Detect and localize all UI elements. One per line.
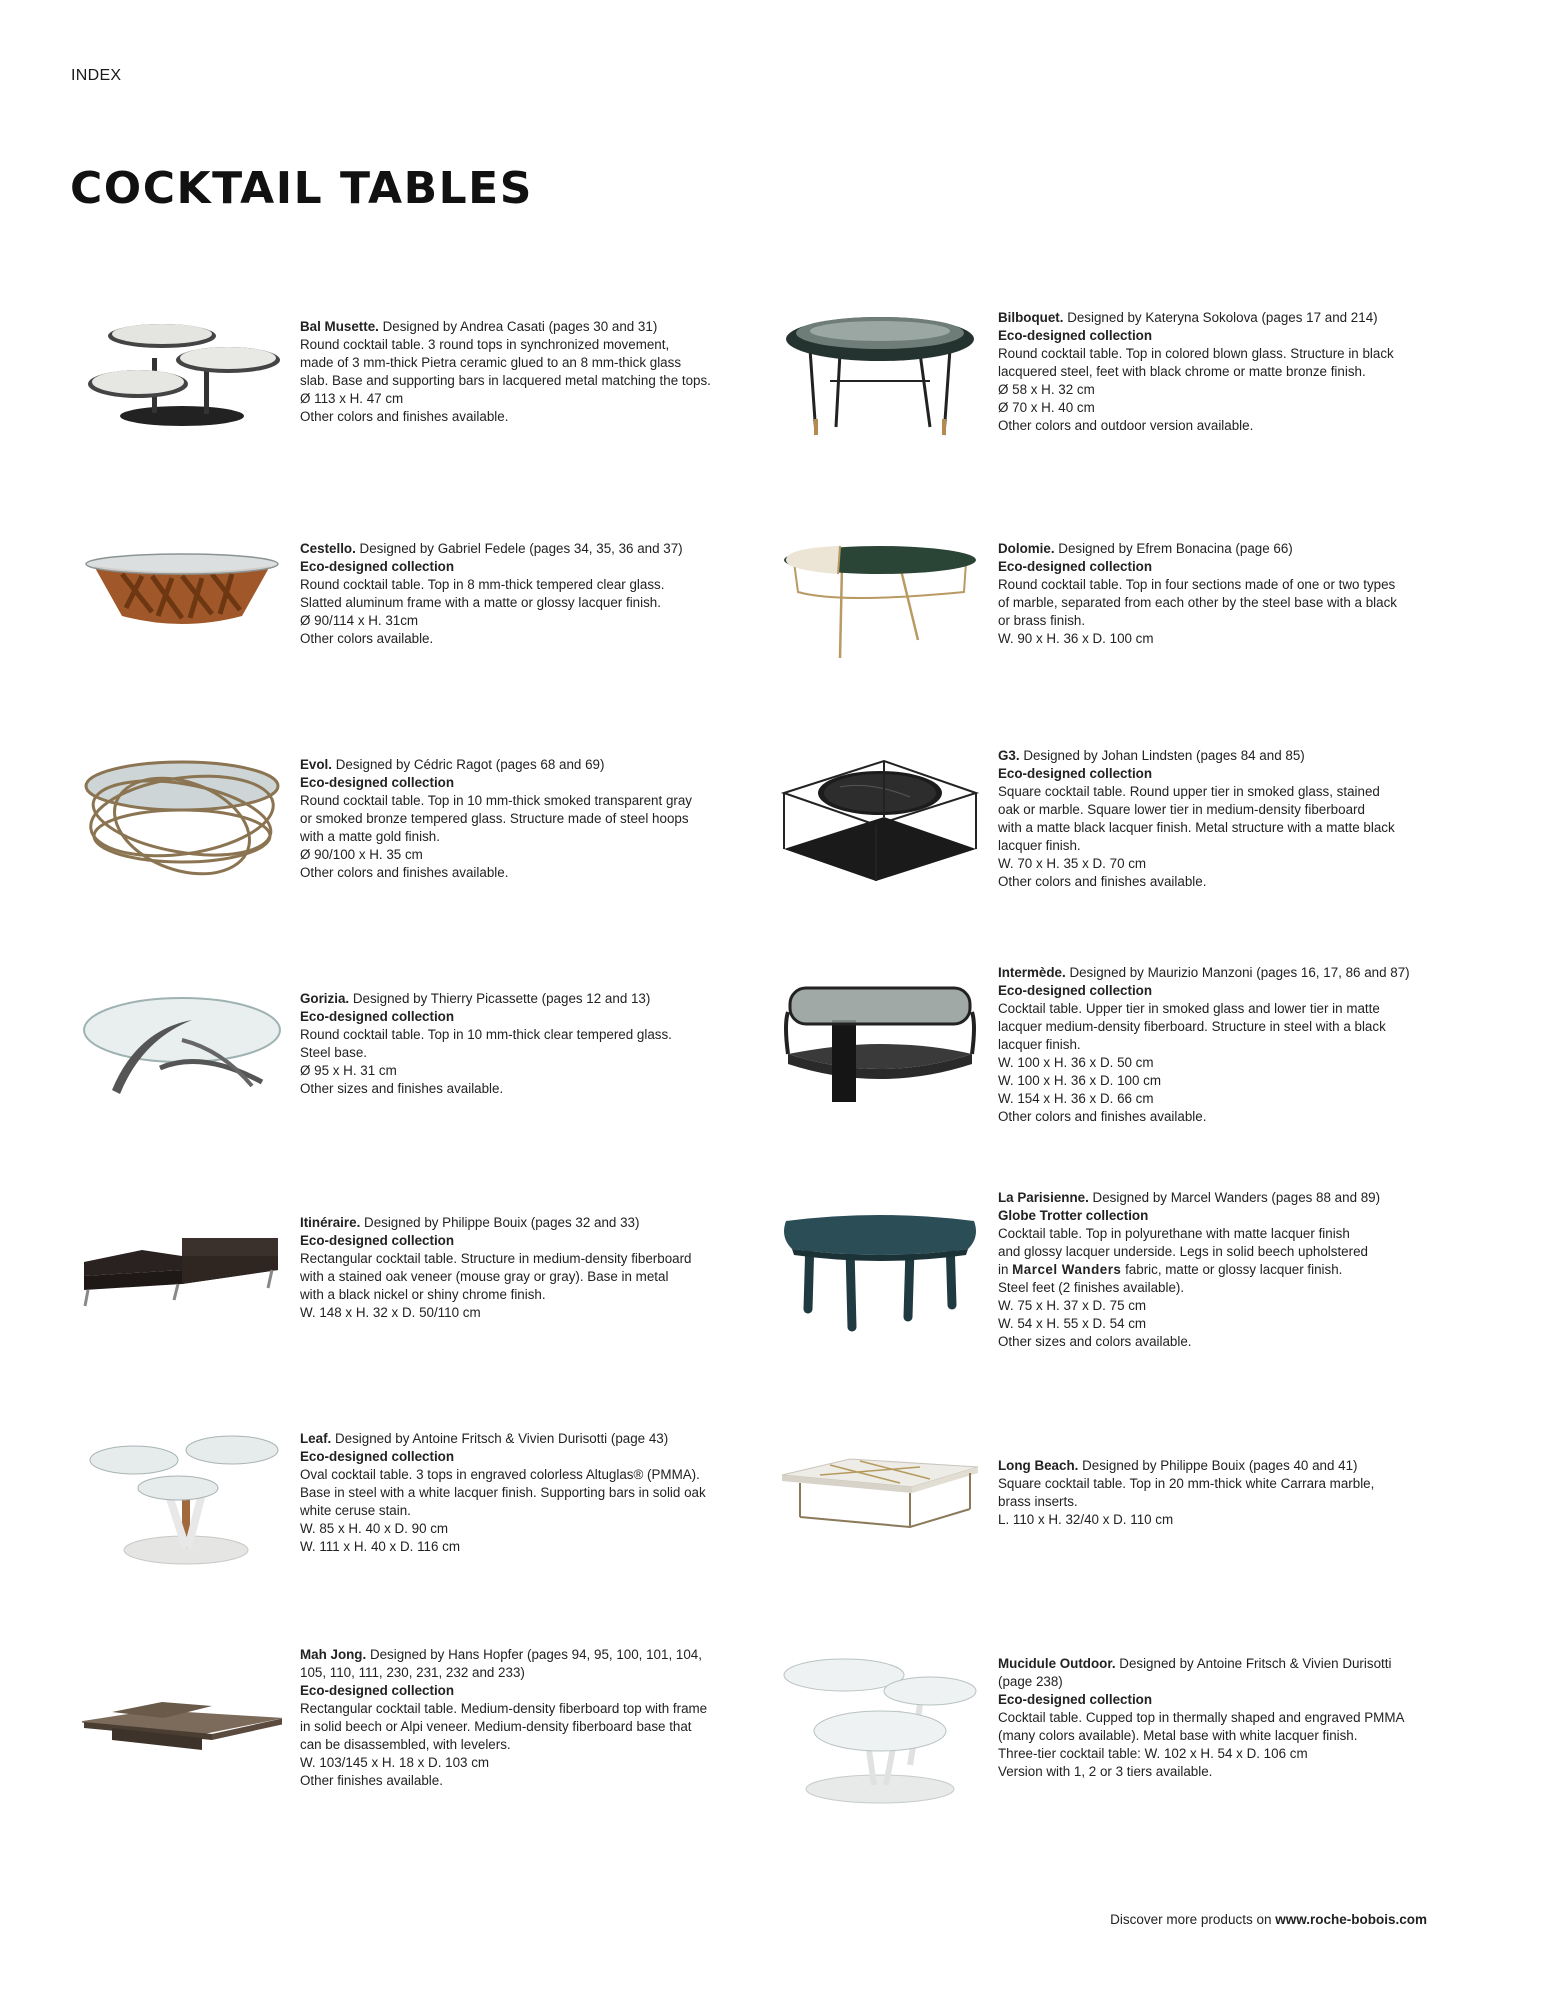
product-text	[998, 309, 1418, 435]
product-line: Ø 95 x H. 31 cm	[300, 1063, 397, 1078]
product-line: W. 85 x H. 40 x D. 90 cm	[300, 1521, 449, 1536]
product-designer: Designed by Johan Lindsten (pages 84 and 85)	[1019, 748, 1305, 763]
product-line: (many colors available). Metal base with white lacquer finish.	[998, 1728, 1358, 1743]
product-collection: Eco-designed collection	[998, 766, 1153, 781]
product-line: Steel feet (2 finishes available).	[998, 1280, 1185, 1295]
product-name: La Parisienne.	[998, 1190, 1089, 1205]
product-name: Dolomie.	[998, 541, 1055, 556]
product-line: Round cocktail table. Top in 8 mm-thick tempered clear glass.	[300, 577, 665, 592]
product-name: Bilboquet.	[998, 310, 1064, 325]
product-line: lacquer medium-density fiberboard. Structure in steel with a black	[998, 1019, 1386, 1034]
product-name: Bal Musette.	[300, 319, 379, 334]
product-text	[300, 318, 720, 426]
rectangular-table-icon	[82, 1226, 282, 1366]
product-designer: Designed by Hans Hopfer (pages 94, 95, 100, 101, 104,	[366, 1647, 702, 1662]
product-line: Square cocktail table. Round upper tier in smoked glass, stained	[998, 784, 1380, 799]
product-line: Oval cocktail table. 3 tops in engraved colorless Altuglas® (PMMA).	[300, 1467, 700, 1482]
product-designer: Designed by Andrea Casati (pages 30 and 31)	[378, 319, 658, 334]
product-collection: Globe Trotter collection	[998, 1208, 1149, 1223]
product-line: white ceruse stain.	[300, 1503, 411, 1518]
product-text	[300, 1214, 720, 1322]
product-text	[998, 1457, 1418, 1529]
product-line: with a stained oak veneer (mouse gray or gray). Base in metal	[300, 1269, 669, 1284]
product-designer: Designed by Philippe Bouix (pages 32 and 33)	[360, 1215, 640, 1230]
product-collection: Eco-designed collection	[300, 775, 455, 790]
product-collection: Eco-designed collection	[998, 559, 1153, 574]
cube-table-icon	[780, 751, 980, 891]
product-text	[300, 1430, 720, 1556]
product-line: Round cocktail table. Top in 10 mm-thick smoked transparent gray	[300, 793, 692, 808]
product-text	[300, 990, 720, 1098]
product-collection: Eco-designed collection	[300, 1009, 455, 1024]
product-designer: Designed by Kateryna Sokolova (pages 17 and 214)	[1063, 310, 1378, 325]
product-line: Base in steel with a white lacquer finish. Supporting bars in solid oak	[300, 1485, 706, 1500]
product-line: W. 100 x H. 36 x D. 50 cm	[998, 1055, 1154, 1070]
bowl-table-icon	[82, 548, 282, 688]
product-line: lacquered steel, feet with black chrome or matte bronze finish.	[998, 364, 1366, 379]
product-text	[300, 1646, 720, 1790]
product-line: with a matte gold finish.	[300, 829, 440, 844]
product-line: and glossy lacquer underside. Legs in solid beech upholstered	[998, 1244, 1368, 1259]
product-line: oak or marble. Square lower tier in medium-density fiberboard	[998, 802, 1365, 817]
product-line: W. 90 x H. 36 x D. 100 cm	[998, 631, 1154, 646]
product-name: Itinéraire.	[300, 1215, 361, 1230]
product-line: Other colors available.	[300, 631, 434, 646]
product-designer: Designed by Philippe Bouix (pages 40 and 41)	[1078, 1458, 1358, 1473]
product-designer: Designed by Cédric Ragot (pages 68 and 69)	[332, 757, 605, 772]
product-line: Round cocktail table. 3 round tops in synchronized movement,	[300, 337, 670, 352]
product-line: Other colors and finishes available.	[300, 865, 509, 880]
product-line: or brass finish.	[998, 613, 1086, 628]
product-designer: Designed by Maurizio Manzoni (pages 16, 17, 86 and 87)	[1065, 965, 1410, 980]
product-line: Other finishes available.	[300, 1773, 443, 1788]
product-line: Rectangular cocktail table. Structure in medium-density fiberboard	[300, 1251, 692, 1266]
product-collection: Eco-designed collection	[300, 1683, 455, 1698]
product-text	[998, 540, 1418, 648]
leaf-table-icon	[82, 1430, 282, 1570]
product-line: with a black nickel or shiny chrome finish.	[300, 1287, 546, 1302]
product-line: Slatted aluminum frame with a matte or glossy lacquer finish.	[300, 595, 661, 610]
product-line: W. 100 x H. 36 x D. 100 cm	[998, 1073, 1161, 1088]
product-text	[998, 964, 1418, 1126]
product-line: in Marcel Wanders fabric, matte or glossy lacquer finish.	[998, 1262, 1343, 1277]
product-text	[998, 1655, 1418, 1781]
product-line: brass inserts.	[998, 1494, 1078, 1509]
product-line: Cocktail table. Upper tier in smoked glass and lower tier in matte	[998, 1001, 1380, 1016]
product-designer-cont: 105, 110, 111, 230, 231, 232 and 233)	[300, 1665, 525, 1680]
product-line: with a matte black lacquer finish. Metal structure with a matte black	[998, 820, 1395, 835]
product-collection: Eco-designed collection	[998, 328, 1153, 343]
product-line: Square cocktail table. Top in 20 mm-thick white Carrara marble,	[998, 1476, 1375, 1491]
product-designer-cont: (page 238)	[998, 1674, 1063, 1689]
marble-square-table-icon	[780, 1457, 980, 1597]
product-name: Long Beach.	[998, 1458, 1079, 1473]
product-line: Ø 113 x H. 47 cm	[300, 391, 404, 406]
footer-prefix: Discover more products on	[1110, 1912, 1276, 1927]
product-line: Round cocktail table. Top in 10 mm-thick clear tempered glass.	[300, 1027, 672, 1042]
product-text	[998, 747, 1418, 891]
product-designer: Designed by Efrem Bonacina (page 66)	[1054, 541, 1293, 556]
page-title: COCKTAIL TABLES	[70, 163, 533, 214]
product-line: slab. Base and supporting bars in lacquered metal matching the tops.	[300, 373, 711, 388]
product-line: of marble, separated from each other by the steel base with a black	[998, 595, 1397, 610]
product-line: lacquer finish.	[998, 838, 1081, 853]
product-line: Ø 90/100 x H. 35 cm	[300, 847, 423, 862]
product-line: can be disassembled, with levelers.	[300, 1737, 511, 1752]
product-designer: Designed by Antoine Fritsch & Vivien Durisotti	[1115, 1656, 1392, 1671]
product-name: Mucidule Outdoor.	[998, 1656, 1116, 1671]
product-line: Other colors and finishes available.	[998, 874, 1207, 889]
product-collection: Eco-designed collection	[300, 1449, 455, 1464]
marble-table-icon	[780, 540, 980, 680]
product-line: Round cocktail table. Top in colored blown glass. Structure in black	[998, 346, 1394, 361]
two-tier-table-icon	[780, 984, 980, 1124]
index-label: INDEX	[71, 67, 122, 84]
hoop-table-icon	[82, 756, 282, 896]
product-line: W. 111 x H. 40 x D. 116 cm	[300, 1539, 460, 1554]
product-name: Leaf.	[300, 1431, 332, 1446]
product-line: W. 54 x H. 55 x D. 54 cm	[998, 1316, 1147, 1331]
product-line: W. 154 x H. 36 x D. 66 cm	[998, 1091, 1154, 1106]
product-collection: Eco-designed collection	[300, 559, 455, 574]
product-line: Ø 58 x H. 32 cm	[998, 382, 1095, 397]
product-line: Cocktail table. Top in polyurethane with matte lacquer finish	[998, 1226, 1350, 1241]
product-line: W. 75 x H. 37 x D. 75 cm	[998, 1298, 1147, 1313]
mushroom-table-icon	[780, 1655, 980, 1795]
product-name: G3.	[998, 748, 1020, 763]
product-designer: Designed by Thierry Picassette (pages 12 and 13)	[349, 991, 651, 1006]
product-designer: Designed by Gabriel Fedele (pages 34, 35, 36 and 37)	[355, 541, 683, 556]
product-line: Three-tier cocktail table: W. 102 x H. 54 x D. 106 cm	[998, 1746, 1308, 1761]
product-text	[998, 1189, 1418, 1351]
glass-round-table-icon	[82, 990, 282, 1130]
product-text	[300, 756, 720, 882]
product-line: Rectangular cocktail table. Medium-density fiberboard top with frame	[300, 1701, 708, 1716]
product-line: Other colors and outdoor version available.	[998, 418, 1254, 433]
round-glass-table-icon	[780, 309, 980, 449]
product-line: W. 148 x H. 32 x D. 50/110 cm	[300, 1305, 481, 1320]
product-name: Cestello.	[300, 541, 356, 556]
square-upholstered-table-icon	[780, 1209, 980, 1349]
product-line: Other sizes and finishes available.	[300, 1081, 504, 1096]
product-line: or smoked bronze tempered glass. Structure made of steel hoops	[300, 811, 689, 826]
product-line: L. 110 x H. 32/40 x D. 110 cm	[998, 1512, 1174, 1527]
product-line: Other colors and finishes available.	[300, 409, 509, 424]
footer-link[interactable]: www.roche-bobois.com	[1275, 1912, 1427, 1927]
product-name: Gorizia.	[300, 991, 350, 1006]
product-name: Mah Jong.	[300, 1647, 367, 1662]
product-line: lacquer finish.	[998, 1037, 1081, 1052]
product-line: Round cocktail table. Top in four sections made of one or two types	[998, 577, 1396, 592]
product-text	[300, 540, 720, 648]
product-collection: Eco-designed collection	[998, 1692, 1153, 1707]
brand-name: Marcel Wanders	[1012, 1262, 1122, 1277]
product-designer: Designed by Antoine Fritsch & Vivien Durisotti (page 43)	[331, 1431, 669, 1446]
product-line: Version with 1, 2 or 3 tiers available.	[998, 1764, 1213, 1779]
three-tier-round-table-icon	[82, 318, 282, 458]
product-line: in solid beech or Alpi veneer. Medium-density fiberboard base that	[300, 1719, 692, 1734]
product-collection: Eco-designed collection	[998, 983, 1153, 998]
product-name: Intermède.	[998, 965, 1066, 980]
product-line: Other sizes and colors available.	[998, 1334, 1192, 1349]
product-line: Ø 90/114 x H. 31cm	[300, 613, 419, 628]
product-line: Steel base.	[300, 1045, 367, 1060]
product-designer: Designed by Marcel Wanders (pages 88 and 89)	[1088, 1190, 1381, 1205]
product-name: Evol.	[300, 757, 332, 772]
product-line: Other colors and finishes available.	[998, 1109, 1207, 1124]
product-line: W. 70 x H. 35 x D. 70 cm	[998, 856, 1147, 871]
product-line: made of 3 mm-thick Pietra ceramic glued to an 8 mm-thick glass	[300, 355, 682, 370]
product-line: Ø 70 x H. 40 cm	[998, 400, 1095, 415]
product-collection: Eco-designed collection	[300, 1233, 455, 1248]
low-rectangular-table-icon	[82, 1678, 282, 1818]
product-line: W. 103/145 x H. 18 x D. 103 cm	[300, 1755, 490, 1770]
product-line: Cocktail table. Cupped top in thermally shaped and engraved PMMA	[998, 1710, 1405, 1725]
footer	[1110, 1912, 1427, 1927]
